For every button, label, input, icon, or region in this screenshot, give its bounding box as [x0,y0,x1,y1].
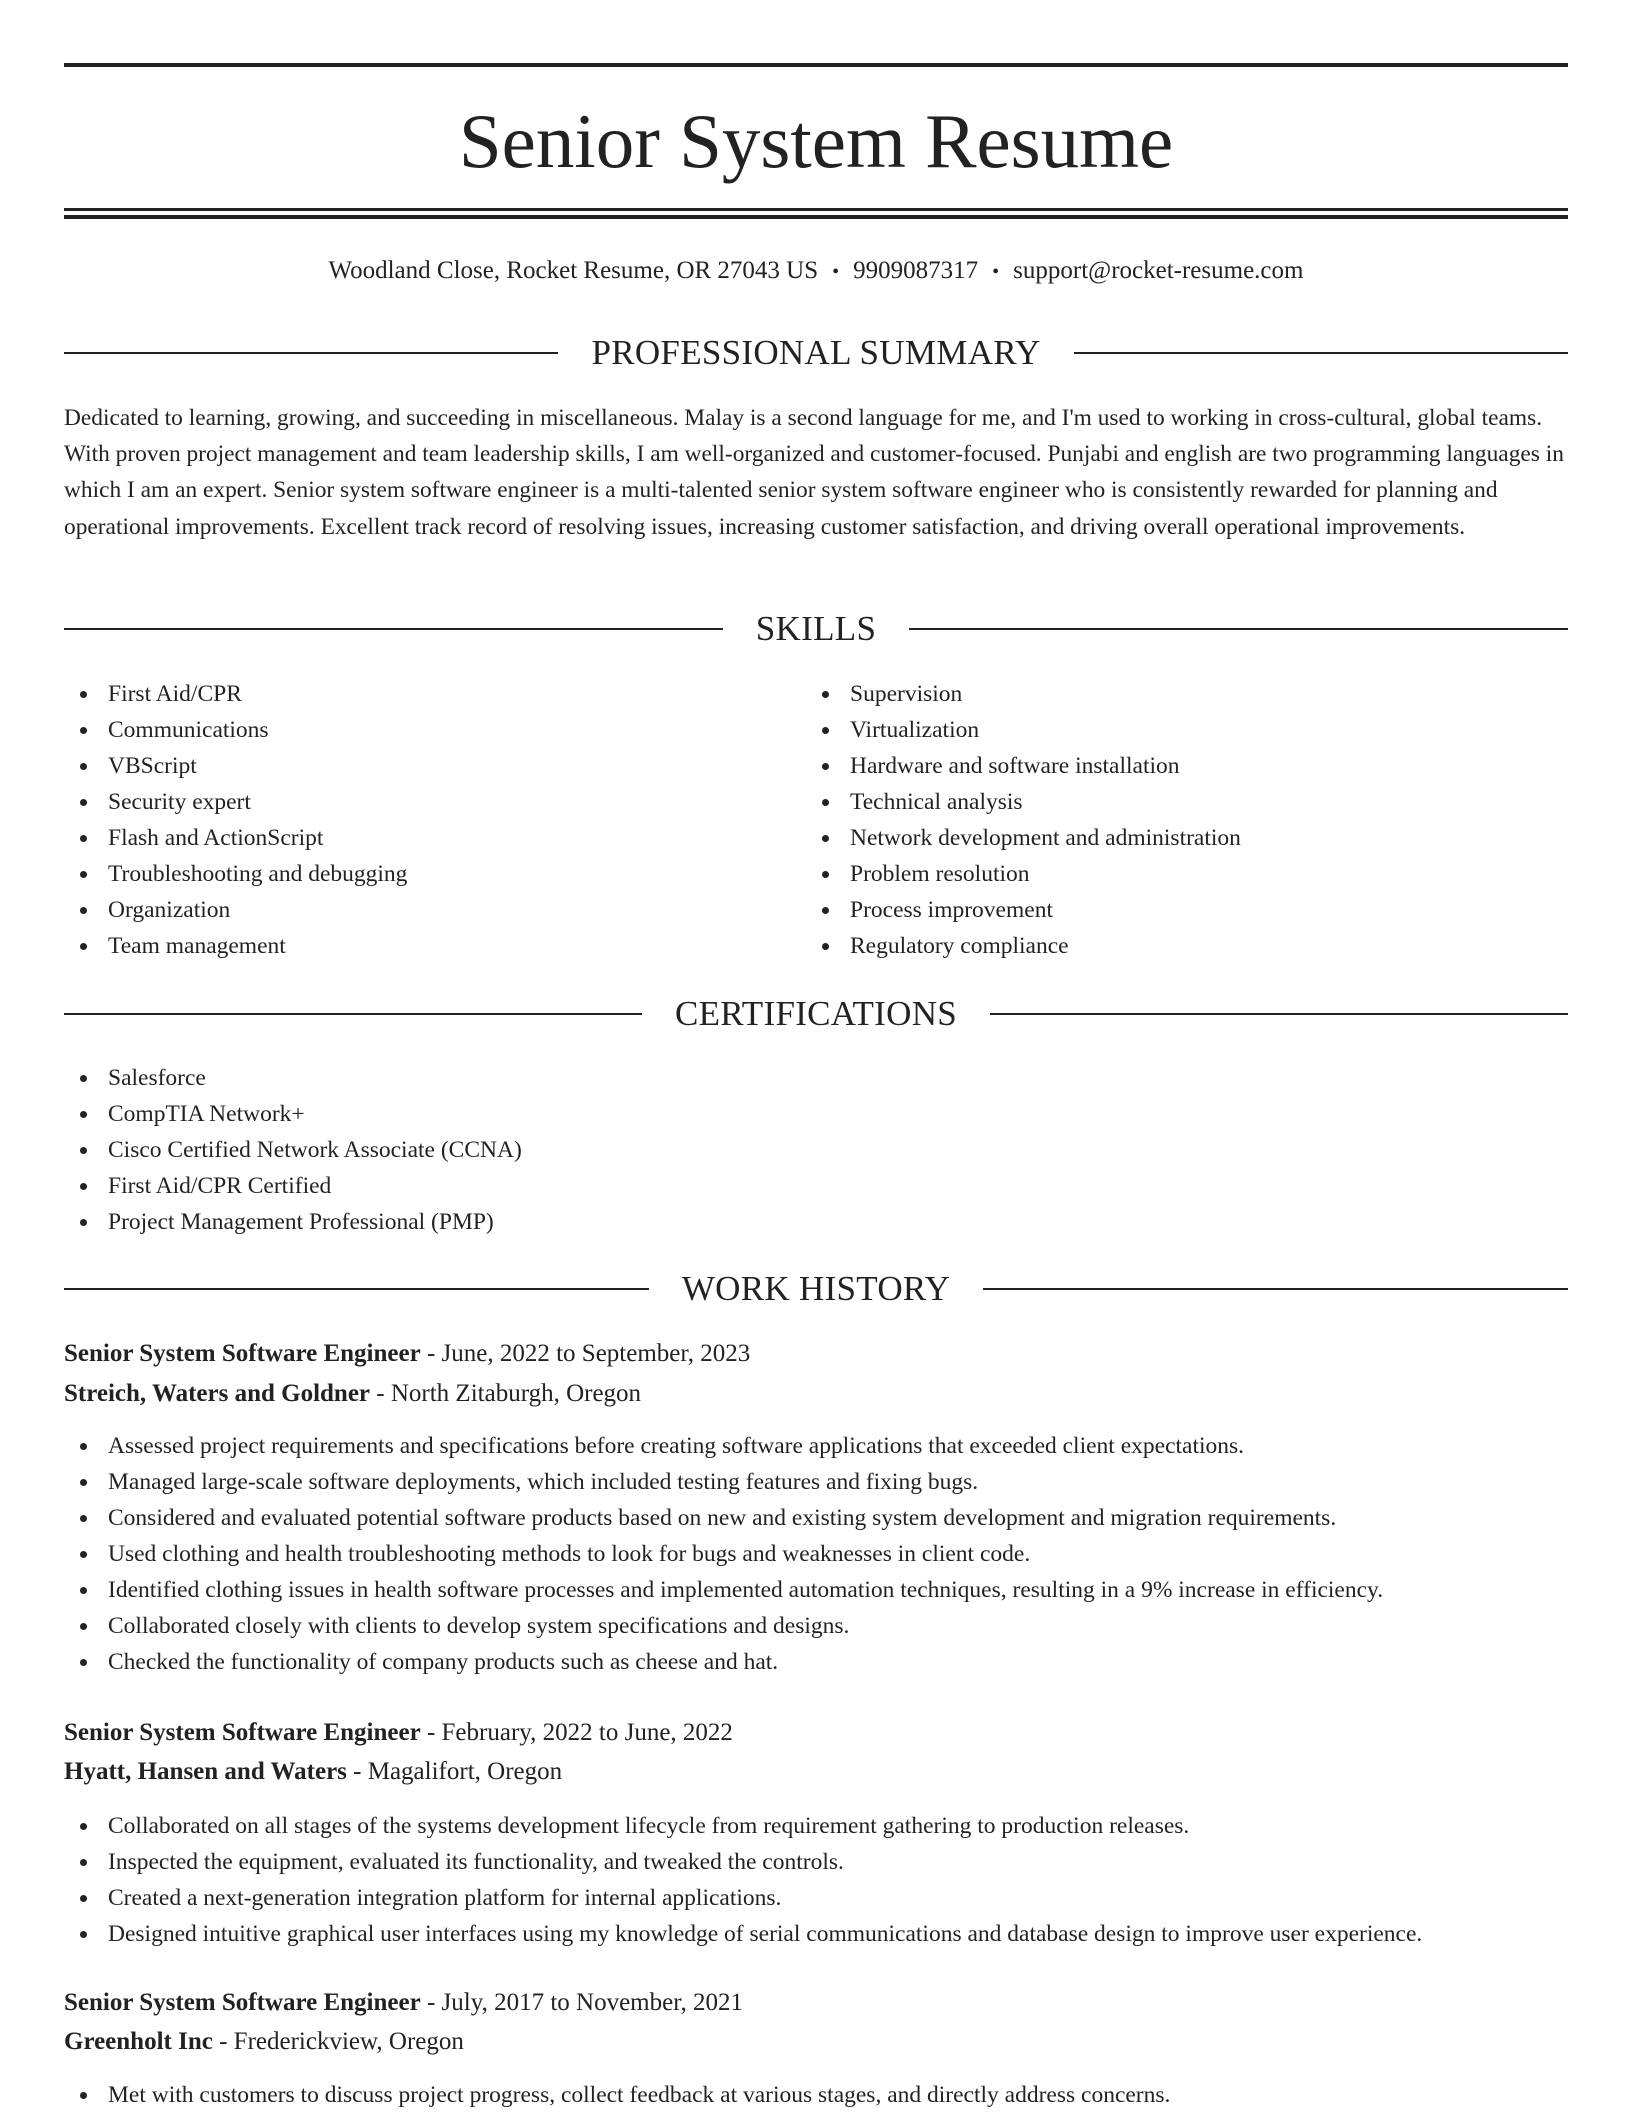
job-title: Senior System Software Engineer [64,1719,421,1746]
contact-phone: 9909087317 [853,257,979,284]
job-bullet: Considered and evaluated potential software products based on new and existing system development and migration requirements. [64,1500,1383,1536]
work-history-heading [64,1267,1568,1311]
contact-address: Woodland Close, Rocket Resume, OR 27043 US [328,257,819,284]
job-bullets [64,1808,1422,1952]
job-bullet: Assessed project requirements and specifications before creating software applications that exceeded client expectations. [64,1428,1383,1464]
job-bullets [64,1428,1383,1680]
skill-item: Technical analysis [806,784,1241,820]
heading-rule-left [64,1288,649,1290]
job-dates: - February, 2022 to June, 2022 [426,1719,733,1746]
job-company-line [64,2022,1568,2062]
certification-item: Salesforce [64,1060,522,1096]
skills-list-right [806,676,1241,964]
skill-item: Troubleshooting and debugging [64,856,407,892]
job-title-line [64,1713,1568,1753]
job-location: - Frederickview, Oregon [219,2028,464,2055]
skills-list-left [64,676,407,964]
resume-title: Senior System Resume [458,98,1174,184]
skill-item: First Aid/CPR [64,676,407,712]
certifications-list [64,1060,522,1240]
certification-item: Cisco Certified Network Associate (CCNA) [64,1132,522,1168]
heading-rule-right [909,628,1568,630]
job-bullet: Collaborated on all stages of the systems development lifecycle from requirement gathering to production releases. [64,1808,1422,1844]
heading-rule-right [983,1288,1568,1290]
job-bullet: Designed intuitive graphical user interfaces using my knowledge of serial communications and database design to improve user experience. [64,1916,1422,1952]
job-dates: - June, 2022 to September, 2023 [426,1340,751,1367]
skill-item: Network development and administration [806,820,1241,856]
certifications-heading [64,992,1568,1036]
job-bullet: Met with customers to discuss project progress, collect feedback at various stages, and directly address concerns. [64,2077,1170,2113]
skill-item: Regulatory compliance [806,928,1241,964]
skill-item: Process improvement [806,892,1241,928]
job-title: Senior System Software Engineer [64,1989,421,2016]
job-company: Streich, Waters and Goldner [64,1380,371,1407]
certifications-heading-label: CERTIFICATIONS [674,994,958,1033]
heading-rule-left [64,1013,642,1015]
certification-item: Project Management Professional (PMP) [64,1204,522,1240]
skill-item: Security expert [64,784,407,820]
job-bullet: Inspected the equipment, evaluated its functionality, and tweaked the controls. [64,1844,1422,1880]
summary-heading [64,331,1568,375]
summary-text: Dedicated to learning, growing, and succeeding in miscellaneous. Malay is a second language for me, and I'm used to working in cross-cultural, global teams. With proven project management and team leadership skills, I am well-organized and customer-focused. Punjabi and english are two programming languages in which I am an expert. Senior system software engineer is a multi-talented senior system software engineer who is consistently rewarded for planning and operational improvements. Excellent track record of resolving issues, increasing customer satisfaction, and driving overall operational improvements. [64,405,1564,540]
job-company-line [64,1752,1568,1792]
job-bullet: Used clothing and health troubleshooting methods to look for bugs and weaknesses in client code. [64,1536,1383,1572]
job-location: - Magalifort, Oregon [353,1758,563,1785]
contact-email: support@rocket-resume.com [1013,257,1304,284]
skill-item: Team management [64,928,407,964]
title-rule-lower [64,215,1568,219]
heading-rule-right [990,1013,1568,1015]
skill-item: Hardware and software installation [806,748,1241,784]
work-history-heading-label: WORK HISTORY [681,1269,951,1308]
job-bullet: Identified clothing issues in health software processes and implemented automation techniques, resulting in a 9% increase in efficiency. [64,1572,1383,1608]
contact-line [64,255,1568,288]
job-company: Hyatt, Hansen and Waters [64,1758,347,1785]
skill-item: Organization [64,892,407,928]
skill-item: Virtualization [806,712,1241,748]
job-title-line [64,1334,1568,1374]
skill-item: Flash and ActionScript [64,820,407,856]
top-rule [64,63,1568,67]
job-bullet: Checked the functionality of company products such as cheese and hat. [64,1644,1383,1680]
job-dates: - July, 2017 to November, 2021 [426,1989,744,2016]
skills-heading [64,607,1568,651]
job-bullet: Created a next-generation integration platform for internal applications. [64,1880,1422,1916]
job-bullet: Managed large-scale software deployments, which included testing features and fixing bugs. [64,1464,1383,1500]
job-bullets [64,2077,1170,2113]
contact-separator: • [832,261,840,283]
skill-item: Communications [64,712,407,748]
title-rule-upper [64,208,1568,211]
job-title: Senior System Software Engineer [64,1340,421,1367]
heading-rule-left [64,628,723,630]
job-title-line [64,1983,1568,2023]
skill-item: VBScript [64,748,407,784]
summary-heading-label: PROFESSIONAL SUMMARY [591,333,1041,372]
certification-item: CompTIA Network+ [64,1096,522,1132]
contact-separator: • [992,261,1000,283]
job-location: - North Zitaburgh, Oregon [376,1380,642,1407]
heading-rule-right [1074,352,1568,354]
skills-heading-label: SKILLS [755,609,877,648]
heading-rule-left [64,352,558,354]
certification-item: First Aid/CPR Certified [64,1168,522,1204]
job-bullet: Collaborated closely with clients to develop system specifications and designs. [64,1608,1383,1644]
skill-item: Problem resolution [806,856,1241,892]
job-company: Greenholt Inc [64,2028,213,2055]
skill-item: Supervision [806,676,1241,712]
job-company-line [64,1374,1568,1414]
